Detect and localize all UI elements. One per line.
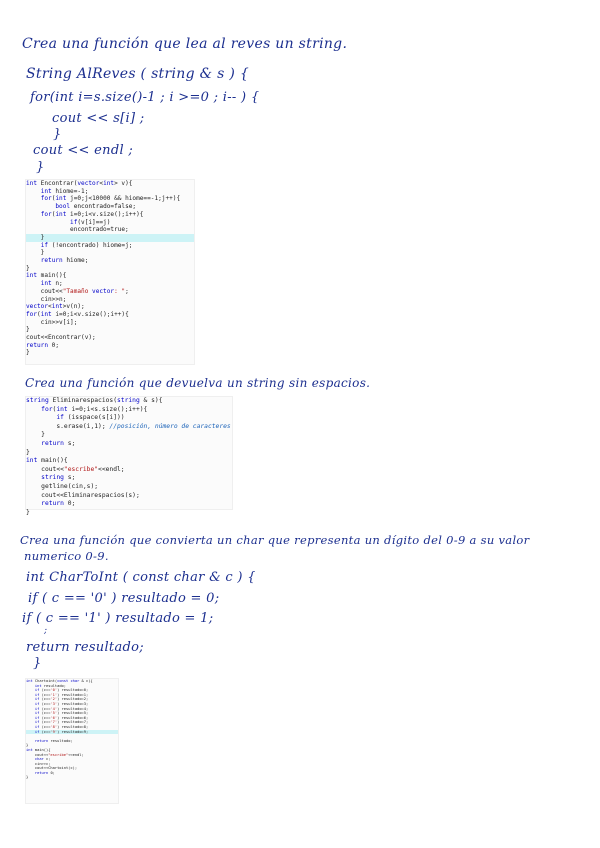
code-line: cout<<"escribe"<<endl;	[26, 752, 84, 757]
code-line: string Eliminarespacios(string & s){	[26, 397, 163, 404]
code-line: cout<<"Tamaño vector: ";	[26, 287, 129, 295]
code-line: }	[26, 743, 29, 748]
hw-code-line: return resultado;	[26, 640, 144, 655]
hw-code-line: for(int i=s.size()-1 ; i >=0 ; i-- ) {	[30, 90, 260, 105]
code-line: if (c=='2') resultado=2;	[34, 697, 89, 702]
code-line: char c;	[34, 757, 51, 762]
hw-code-line: }	[33, 656, 42, 671]
code-line: int Encontrar(vector<int> v){	[26, 180, 133, 187]
code-line: cin>>c;	[26, 761, 51, 766]
code-line: cout<<"escribe"<<endl;	[26, 465, 125, 473]
code-line: if (!encontrado) hiome=j;	[40, 241, 133, 249]
code-line: int hiome=-1;	[40, 187, 89, 195]
code-line: if (c=='3') resultado=3;	[34, 701, 89, 706]
hw-code-line: cout << s[i] ;	[52, 111, 145, 126]
code-line: if (c=='1') resultado=1;	[34, 692, 89, 697]
code-line: }	[26, 775, 29, 780]
code-line: if (c=='8') resultado=8;	[34, 724, 89, 729]
code-line: if(v[i]==j)	[70, 218, 111, 226]
code-line: }	[26, 249, 45, 257]
exercise-3-title: Crea una función que convierta un char que representa un dígito del 0-9 a su valor	[20, 533, 530, 547]
exercise-1-title: Crea una función que lea al reves un string.	[22, 36, 348, 52]
exercise-2-title: Crea una función que devuelva un string sin espacios.	[25, 376, 371, 390]
code-line: int n;	[40, 280, 63, 288]
code-line: cout<<Eliminarespacios(s);	[26, 491, 140, 499]
code-line: for(int j=0;j<10000 && hiome==-1;j++){	[40, 195, 181, 203]
code-line: int main(){	[26, 457, 68, 465]
code-line: }	[26, 508, 30, 516]
hw-code-line: int CharToInt ( const char & c ) {	[26, 570, 256, 585]
hw-code-line: ;	[44, 626, 48, 636]
hw-code-line: cout << endl ;	[33, 143, 134, 158]
code-line: int resultado;	[34, 683, 66, 688]
code-line: cout<<Encontrar(v);	[26, 334, 96, 342]
code-line: int main(){	[26, 272, 67, 280]
code-line: for(int i=0;i<v.size();i++){	[26, 310, 129, 318]
code-line: int main(){	[26, 747, 51, 752]
code-line: if (c=='7') resultado=7;	[34, 720, 89, 725]
hw-code-line: if ( c == '0' ) resultado = 0;	[28, 591, 220, 606]
code-line: }	[26, 264, 30, 272]
code-line: for(int i=0;i<s.size();i++){	[41, 405, 148, 413]
hw-code-line: }	[53, 127, 62, 142]
code-line: string s;	[41, 474, 76, 482]
code-line: return resultado;	[34, 738, 73, 743]
code-line: }	[26, 448, 30, 456]
hw-code-line: }	[36, 160, 45, 175]
code-line: cout<<Chartoint(c);	[26, 766, 78, 771]
code-line: bool encontrado=false;	[55, 203, 137, 211]
code-line: return 0;	[41, 500, 76, 508]
code-line: return 0;	[34, 770, 55, 775]
exercise-3-title-continued: numerico 0-9.	[24, 549, 109, 563]
code-line: if (isspace(s[i]))	[56, 414, 125, 422]
code-line: }	[26, 349, 30, 357]
hw-code-line: if ( c == '1' ) resultado = 1;	[22, 611, 214, 626]
code-line: cin>>n;	[26, 295, 67, 303]
code-screenshot-chartoint	[25, 678, 119, 804]
code-line-highlighted: }	[26, 234, 194, 242]
code-line: if (c=='6') resultado=6;	[34, 715, 89, 720]
code-line: return s;	[41, 439, 76, 447]
code-line: }	[26, 326, 30, 334]
code-line: cin>>v[i];	[26, 318, 78, 326]
code-line: return 0;	[26, 341, 60, 349]
code-line: for(int i=0;i<v.size();i++){	[40, 210, 144, 218]
code-line: s.erase(i,1); //posición, número de caracteres	[26, 422, 231, 430]
code-screenshot-encontrar	[25, 179, 195, 365]
code-screenshot-eliminarespacios	[25, 396, 233, 516]
code-line: vector<int>v(n);	[26, 303, 85, 311]
code-line: return hiome;	[40, 257, 89, 265]
code-line: getline(cin,s);	[26, 482, 99, 490]
code-line: encontrado=true;	[26, 226, 129, 234]
code-line: int Chartoint(const char & c){	[26, 679, 93, 683]
code-line: if (c=='5') resultado=5;	[34, 711, 89, 716]
code-line: }	[26, 431, 45, 439]
code-line-highlighted: if (c=='9') resultado=9;	[26, 730, 118, 735]
code-line: if (c=='0') resultado=0;	[34, 688, 89, 693]
code-line: if (c=='4') resultado=4;	[34, 706, 89, 711]
hw-code-line: String AlReves ( string & s ) {	[26, 66, 250, 82]
